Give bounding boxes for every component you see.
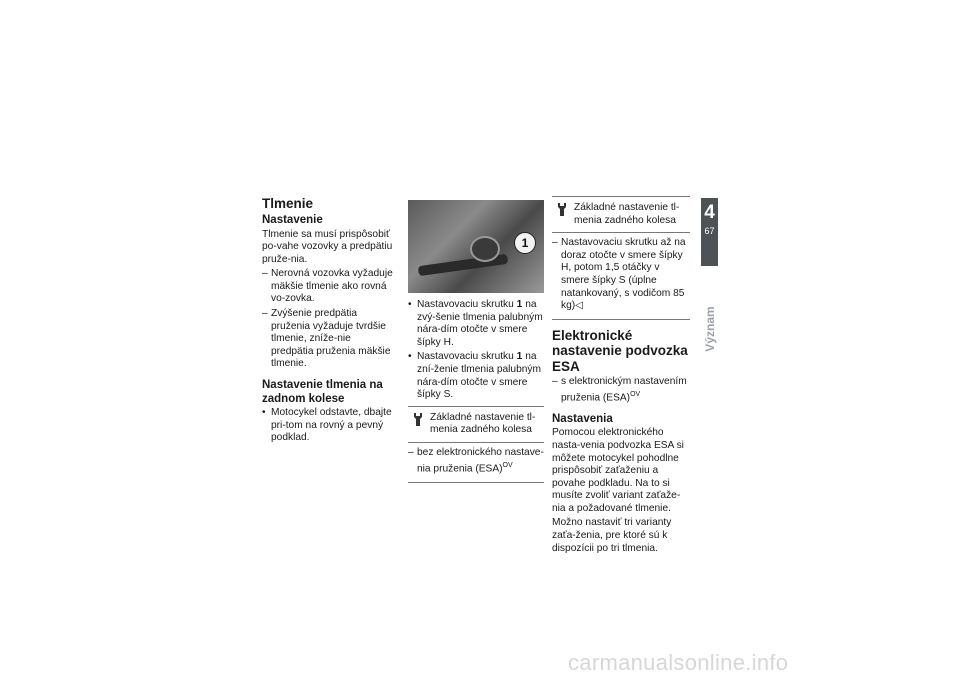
dash-item: – Nastavovaciu skrutku až na doraz otočte v smere šípky H, potom 1,5 otáčky v smere šípky S (úplne natankovaný, s vodičom 85 kg)◁ [552, 237, 690, 313]
shock-absorber-photo [408, 200, 544, 293]
heading-esa: Elektronické nastavenie podvozka ESA [552, 327, 688, 374]
paragraph: Pomocou elektronického nasta-venia podvozka ESA si môžete motocykel pohodlne prispôsobiť zaťaženiu a povahe podkladu. Na to si musíte zvoliť variant zaťaže-nia a požadované tlmenie. [552, 427, 684, 514]
dash-item: – s elektronickým nastavením pruženia (ESA)$^{OV}$ [552, 376, 690, 405]
bullet-item: • Nastavovaciu skrutku 1 na zní-ženie tlmenia palubným nára-dím otočte v smere šípky S. [408, 351, 544, 401]
bullet-item: • Nastavovaciu skrutku 1 na zvý-šenie tlmenia palubným nára-dím otočte v smere šípky H. [408, 299, 544, 349]
section-title: Tlmenie [262, 196, 314, 211]
info-box-header: Základné nastavenie tl-menia zadného kolesa [408, 407, 544, 443]
column-1 [262, 196, 394, 447]
heading-nastavenie: Nastavenie [262, 214, 323, 226]
info-box-header: Základné nastavenie tl-menia zadného kolesa [552, 197, 690, 233]
adjuster-screw [470, 236, 500, 262]
chapter-tab [701, 198, 718, 266]
side-label: Význam [703, 306, 717, 352]
intro-paragraph: Tlmenie sa musí prispôsobiť po-vahe vozovky a predpätiu pruže-nia. [262, 228, 393, 265]
dash-item: – Nerovná vozovka vyžaduje mäkšie tlmenie ako rovná vo-zovka. [262, 268, 394, 306]
callout-label: 1 [514, 232, 536, 254]
chapter-number: 4 [704, 202, 715, 223]
column-2 [408, 200, 544, 485]
heading-rear-damping: Nastavenie tlmenia na zadnom kolese [262, 379, 383, 405]
heading-nastavenia: Nastavenia [552, 412, 613, 425]
page-number: 67 [704, 226, 715, 236]
paragraph: Možno nastaviť tri varianty zaťa-ženia, pre ktoré sú k dispozícii po tri tlmenia. [552, 517, 672, 554]
dash-item: – Zvýšenie predpätia pruženia vyžaduje tvrdšie tlmenie, zníže-nie predpätia pruženia mäkšie tlmenie. [262, 308, 394, 371]
column-3 [552, 196, 690, 557]
wrench-icon [556, 203, 568, 222]
end-triangle-icon: ◁ [575, 300, 583, 312]
watermark: carmanualsonline.info [568, 650, 789, 675]
wrench-icon [412, 413, 424, 432]
info-box [552, 196, 690, 320]
info-box [408, 406, 544, 483]
dash-item: – bez elektronického nastave-nia pruženia (ESA)$^{OV}$ [408, 447, 544, 476]
bullet-item: • Motocykel odstavte, dbajte pri-tom na rovný a pevný podklad. [262, 407, 394, 445]
